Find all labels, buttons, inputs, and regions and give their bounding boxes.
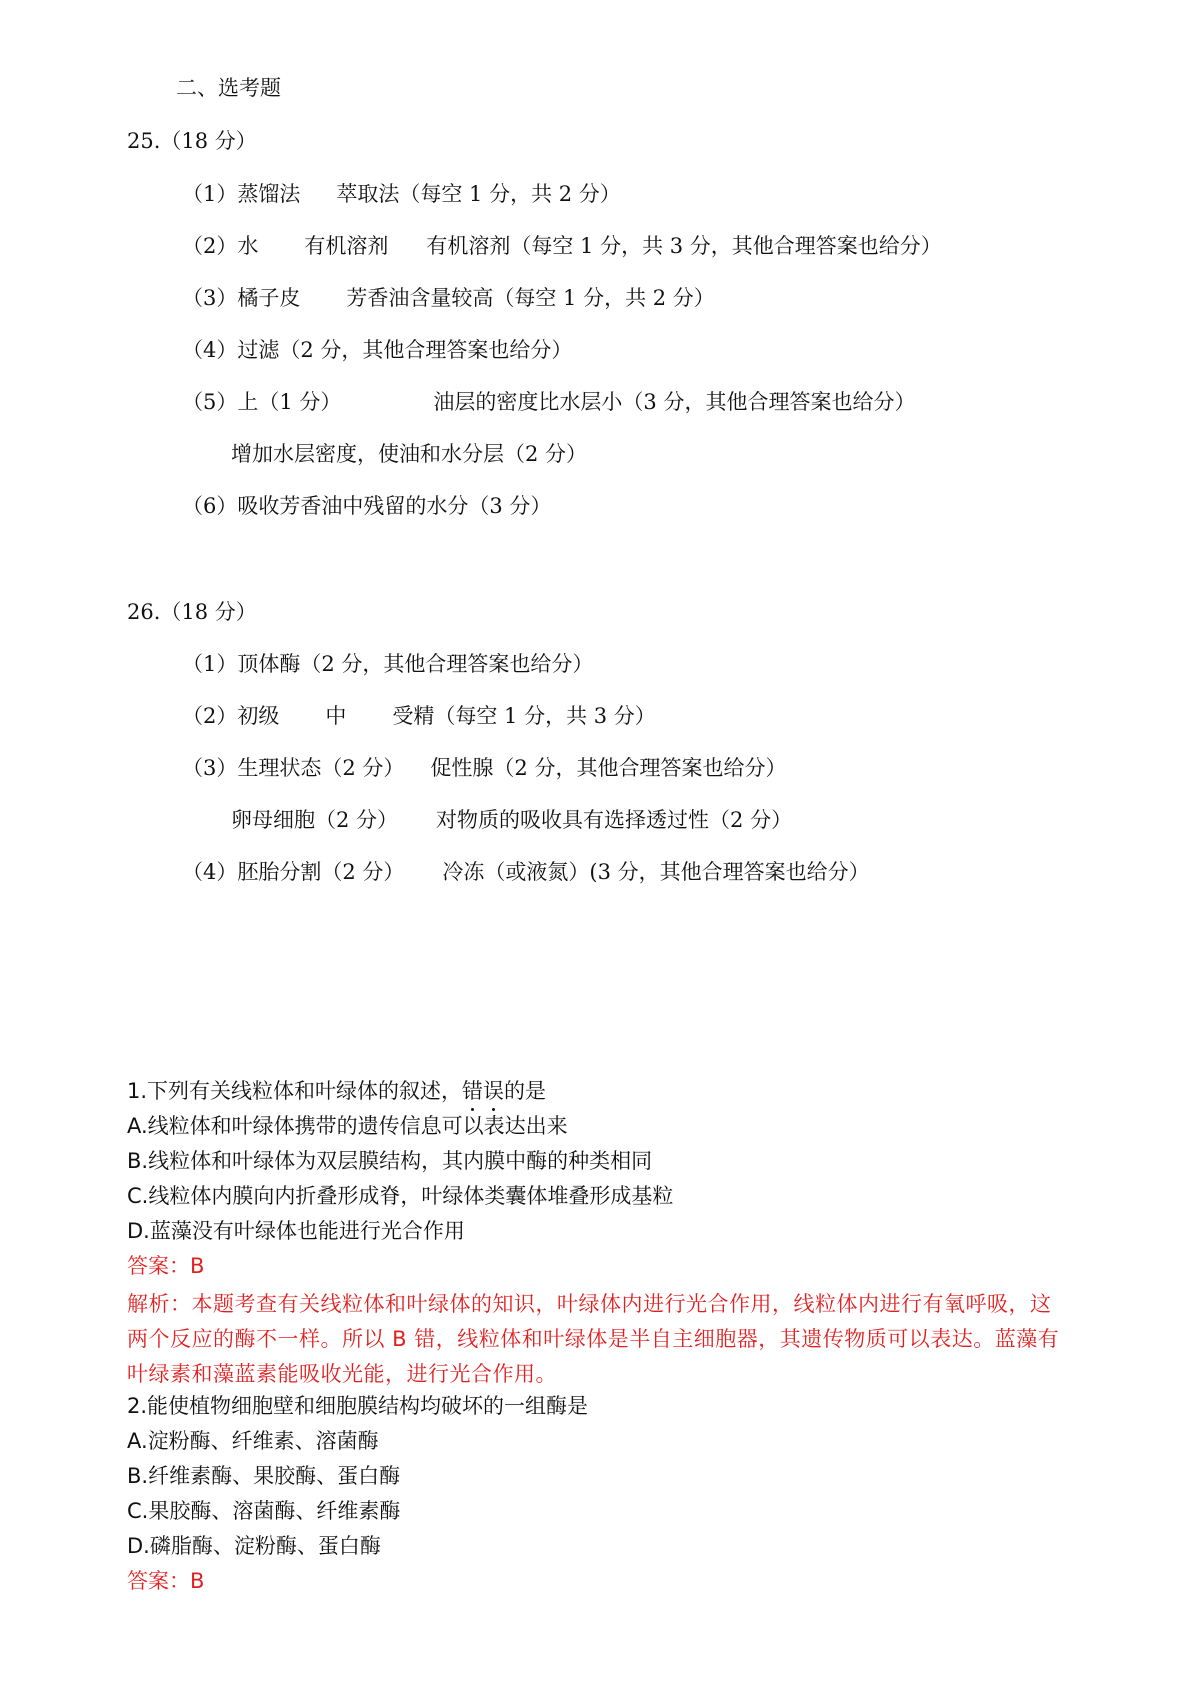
mc1-option-c: C.线粒体内膜向内折叠形成脊，叶绿体类囊体堆叠形成基粒	[127, 1184, 674, 1208]
q25-l1-part-b: 萃取法（每空 1 分，共 2 分）	[336, 182, 621, 206]
q25-l2-part-c: 有机溶剂（每空 1 分，共 3 分，其他合理答案也给分）	[426, 234, 942, 258]
q25-l3-part-b: 芳香油含量较高（每空 1 分，共 2 分）	[346, 286, 715, 310]
q26-l2-part-a: （2）初级	[182, 704, 280, 728]
mc2-stem: 2.能使植物细胞壁和细胞膜结构均破坏的一组酶是	[127, 1394, 589, 1418]
q26-line-2	[182, 702, 656, 730]
mc1-answer: 答案：B	[127, 1254, 205, 1278]
mc2-option-b: B.纤维素酶、果胶酶、蛋白酶	[127, 1464, 401, 1488]
q26-l3-cont-part-b: 对物质的吸收具有选择透过性（2 分）	[436, 808, 793, 832]
q26-l4-part-a: （4）胚胎分割（2 分）	[182, 860, 405, 884]
q25-line-1	[182, 180, 621, 208]
q26-line-4	[182, 858, 870, 886]
mc2-option-a: A.淀粉酶、纤维素、溶菌酶	[127, 1429, 379, 1453]
mc1-stem	[127, 1077, 546, 1105]
q25-line-3	[182, 284, 715, 312]
q26-l3-part-b: 促性腺（2 分，其他合理答案也给分）	[430, 756, 787, 780]
q26-line-3	[182, 754, 786, 782]
mc1-emphasis-2: 误	[483, 1079, 505, 1103]
q26-l3-cont-part-a: 卵母细胞（2 分）	[231, 808, 399, 832]
mc1-option-a: A.线粒体和叶绿体携带的遗传信息可以表达出来	[127, 1114, 568, 1138]
q25-l1-part-a: （1）蒸馏法	[182, 182, 301, 206]
q25-line-2	[182, 232, 942, 260]
q25-header: 25.（18 分）	[127, 129, 257, 153]
mc1-emphasis-1: 错	[462, 1079, 484, 1103]
mc1-analysis: 解析：本题考查有关线粒体和叶绿体的知识，叶绿体内进行光合作用，线粒体内进行有氧呼吸，这两个反应的酶不一样。所以 B 错，线粒体和叶绿体是半自主细胞器，其遗传物质可以表达。蓝藻有叶绿素和藻蓝素能吸收光能，进行光合作用。	[127, 1292, 1060, 1386]
q25-l5-part-b: 油层的密度比水层小（3 分，其他合理答案也给分）	[433, 390, 916, 414]
q26-l2-part-b: 中	[325, 704, 347, 728]
q25-l3-part-a: （3）橘子皮	[182, 286, 301, 310]
q25-line-4: （4）过滤（2 分，其他合理答案也给分）	[182, 338, 573, 362]
mc2-option-c: C.果胶酶、溶菌酶、纤维素酶	[127, 1499, 401, 1523]
q26-l3-part-a: （3）生理状态（2 分）	[182, 756, 405, 780]
mc1-option-b: B.线粒体和叶绿体为双层膜结构，其内膜中酶的种类相同	[127, 1149, 653, 1173]
q26-header: 26.（18 分）	[127, 600, 257, 624]
q25-line-6: （6）吸收芳香油中残留的水分（3 分）	[182, 494, 552, 518]
q26-l2-part-c: 受精（每空 1 分，共 3 分）	[392, 704, 656, 728]
mc2-answer: 答案：B	[127, 1569, 205, 1593]
q26-l4-part-b: 冷冻（或液氮）(3 分，其他合理答案也给分）	[442, 860, 870, 884]
mc1-stem-pre: 1.下列有关线粒体和叶绿体的叙述，	[127, 1079, 463, 1103]
mc2-option-d: D.磷脂酶、淀粉酶、蛋白酶	[127, 1534, 381, 1558]
q25-l2-part-a: （2）水	[182, 234, 259, 258]
q26-line-1: （1）顶体酶（2 分，其他合理答案也给分）	[182, 652, 594, 676]
q25-l2-part-b: 有机溶剂	[304, 234, 389, 258]
section-title: 二、选考题	[176, 76, 281, 100]
q26-line-3-continued	[231, 806, 792, 834]
mc1-option-d: D.蓝藻没有叶绿体也能进行光合作用	[127, 1219, 465, 1243]
q25-line-5	[182, 388, 915, 416]
q25-line-5-continued: 增加水层密度，使油和水分层（2 分）	[231, 442, 588, 466]
mc1-stem-post: 的是	[504, 1079, 547, 1103]
q25-l5-part-a: （5）上（1 分）	[182, 390, 342, 414]
